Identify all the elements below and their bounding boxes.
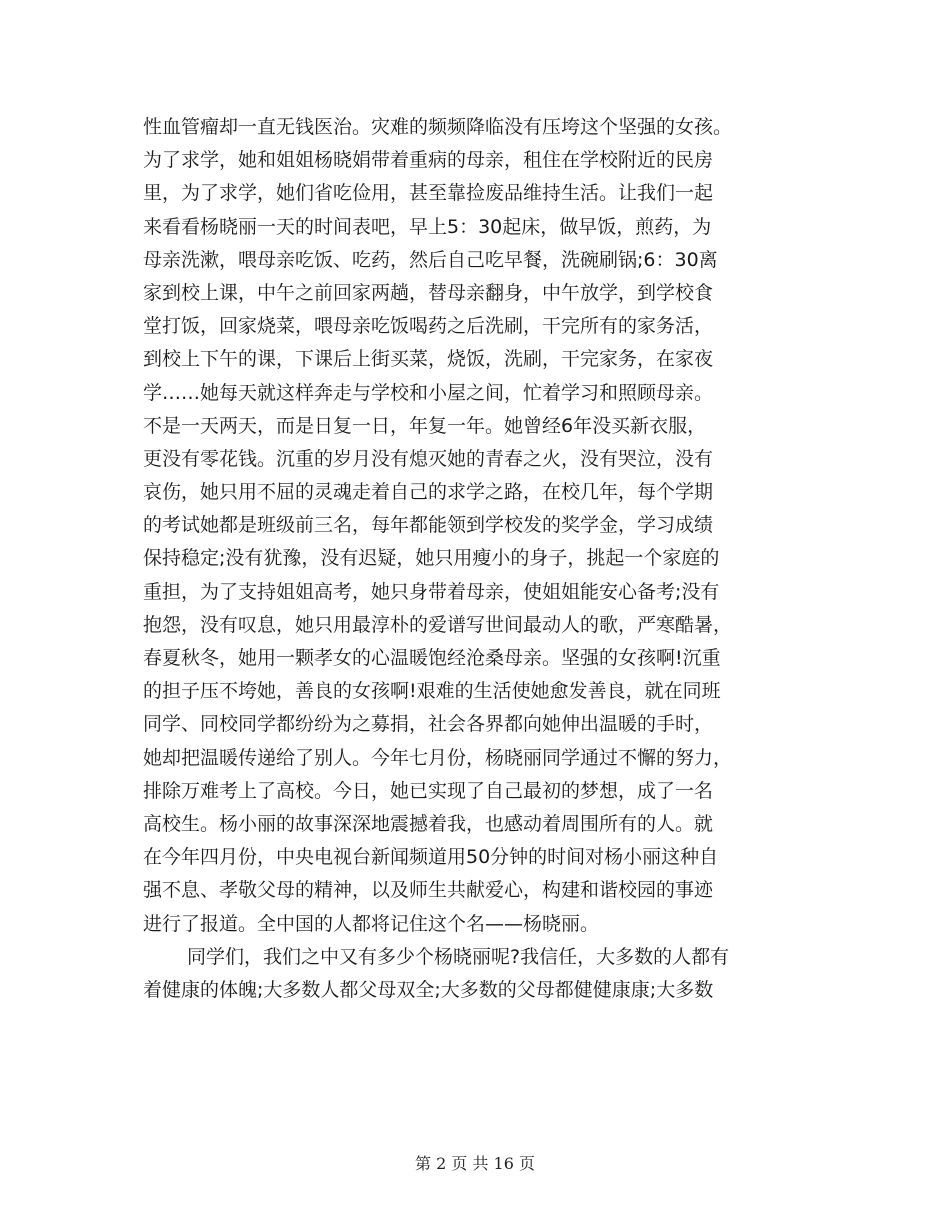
text-line: 重担，为了支持姐姐高考，她只身带着母亲，使姐姐能安心备考;没有 (143, 580, 720, 603)
text-line: 她却把温暖传递给了别人。今年七月份，杨晓丽同学通过不懈的努力， (143, 746, 733, 769)
text-line: 春夏秋冬，她用一颗孝女的心温暖饱经沧桑母亲。坚强的女孩啊!沉重 (143, 647, 721, 669)
text-line: 为了求学，她和姐姐杨晓娟带着重病的母亲，租住在学校附近的民房 (143, 149, 714, 172)
text-line: 保持稳定;没有犹豫，没有迟疑，她只用瘦小的身子，挑起一个家庭的 (143, 547, 720, 570)
text-line: 抱怨，没有叹息，她只用最淳朴的爱谱写世间最动人的歌，严寒酷暑， (143, 613, 733, 636)
text-line: 高校生。杨小丽的故事深深地震撼着我，也感动着周围所有的人。就 (143, 812, 714, 835)
text-line: 的担子压不垮她，善良的女孩啊!艰难的生活使她愈发善良，就在同班 (143, 680, 721, 703)
text-line: 进行了报道。全中国的人都将记住这个名——杨晓丽。 (143, 912, 600, 935)
text-line: 的考试她都是班级前三名，每年都能领到学校发的奖学金，学习成绩 (143, 514, 714, 537)
text-line: 性血管瘤却一直无钱医治。灾难的频频降临没有压垮这个坚强的女孩。 (143, 116, 733, 138)
text-line: 更没有零花钱。沉重的岁月没有熄灭她的青春之火，没有哭泣，没有 (143, 447, 714, 470)
text-line: 在今年四月份，中央电视台新闻频道用50分钟的时间对杨小丽这种自 (143, 846, 719, 869)
paragraph-start-line: 同学们，我们之中又有多少个杨晓丽呢?我信任，大多数的人都有 (187, 945, 730, 968)
text-line: 到校上下午的课，下课后上街买菜，烧饭，洗刷，干完家务，在家夜 (143, 348, 714, 371)
text-line: 着健康的体魄;大多数人都父母双全;大多数的父母都健健康康;大多数 (143, 978, 714, 1001)
text-line: 同学、同校同学都纷纷为之募捐，社会各界都向她伸出温暖的手时， (143, 713, 714, 736)
document-body (143, 111, 808, 1007)
text-line: 里，为了求学，她们省吃俭用，甚至靠捡废品维持生活。让我们一起 (143, 182, 714, 205)
text-line: 强不息、孝敬父母的精神，以及师生共献爱心，构建和谐校园的事迹 (143, 879, 714, 902)
page-number-footer: 第 2 页 共 16 页 (415, 1154, 535, 1173)
text-line: 家到校上课，中午之前回家两趟，替母亲翻身，中午放学，到学校食 (143, 281, 714, 304)
text-line: 学……她每天就这样奔走与学校和小屋之间，忙着学习和照顾母亲。 (143, 381, 714, 404)
text-line: 排除万难考上了高校。今日，她已实现了自己最初的梦想，成了一名 (143, 779, 714, 802)
text-line: 来看看杨晓丽一天的时间表吧，早上5：30起床，做早饭，煎药，为 (143, 215, 712, 238)
text-line: 哀伤，她只用不屈的灵魂走着自己的求学之路，在校几年，每个学期 (143, 481, 714, 504)
text-line: 不是一天两天，而是日复一日，年复一年。她曾经6年没买新衣服， (143, 414, 707, 437)
text-line: 母亲洗漱，喂母亲吃饭、吃药，然后自己吃早餐，洗碗刷锅;6：30离 (143, 248, 718, 271)
text-line: 堂打饭，回家烧菜，喂母亲吃饭喝药之后洗刷，干完所有的家务活， (143, 315, 714, 338)
